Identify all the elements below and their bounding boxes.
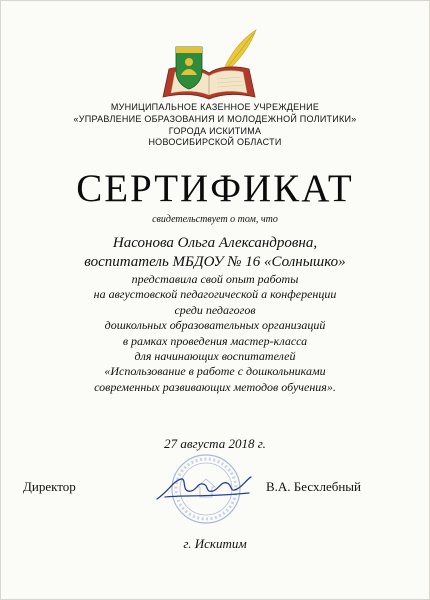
certificate-city: г. Искитим bbox=[183, 536, 247, 551]
recipient-position: воспитатель МБДОУ № 16 «Солнышко» bbox=[84, 254, 346, 270]
coat-of-arms-book-feather-icon bbox=[159, 27, 259, 105]
body-line: для начинающих воспитателей bbox=[134, 349, 296, 364]
issuer-header bbox=[1, 102, 429, 149]
certificate-title: СЕРТИФИКАТ bbox=[76, 167, 354, 210]
body-line: представила свой опыт работы bbox=[131, 272, 299, 286]
body-line: среди педагогов bbox=[174, 302, 256, 317]
certificate-subtitle: свидетельствует о том, что bbox=[152, 214, 278, 225]
signatory-name: В.А. Бесхлебный bbox=[266, 479, 361, 494]
issuer-line-3: ГОРОДА ИСКИТИМА bbox=[168, 125, 262, 136]
issuer-line-2: «УПРАВЛЕНИЕ ОБРАЗОВАНИЯ И МОЛОДЕЖНОЙ ПОЛИТИКИ» bbox=[73, 113, 357, 124]
round-seal-stamp bbox=[151, 451, 256, 529]
body-line: на августовской педагогической а конференции bbox=[93, 287, 337, 302]
body-line: дошкольных образовательных организаций bbox=[104, 318, 326, 333]
certificate-body bbox=[1, 234, 429, 395]
certificate-date: 27 августа 2018 г. bbox=[164, 436, 266, 451]
body-line: «Использование в работе с дошкольниками bbox=[104, 364, 326, 379]
issuer-line-4: НОВОСИБИРСКОЙ ОБЛАСТИ bbox=[148, 137, 282, 148]
signatory-role: Директор bbox=[23, 479, 76, 494]
issuer-line-1: МУНИЦИПАЛЬНОЕ КАЗЕННОЕ УЧРЕЖДЕНИЕ bbox=[110, 102, 320, 112]
body-line: в рамках проведения мастер-класса bbox=[122, 333, 308, 348]
body-line: современных развивающих методов обучения». bbox=[94, 379, 336, 394]
recipient-name: Насонова Ольга Александровна, bbox=[112, 235, 318, 251]
